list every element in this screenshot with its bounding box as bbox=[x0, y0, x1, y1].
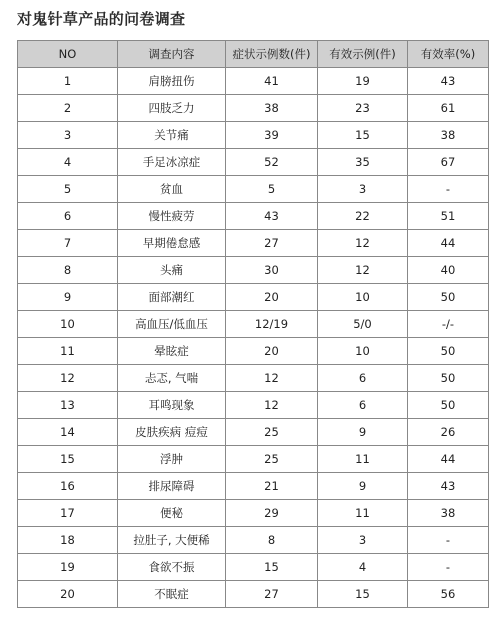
cell-effective-rate: 40 bbox=[408, 257, 489, 284]
cell-symptom-cases: 15 bbox=[226, 554, 318, 581]
cell-symptom-cases: 38 bbox=[226, 95, 318, 122]
cell-effective-cases: 6 bbox=[318, 365, 408, 392]
cell-symptom-cases: 41 bbox=[226, 68, 318, 95]
table-row bbox=[18, 581, 489, 608]
cell-effective-rate: - bbox=[408, 176, 489, 203]
cell-effective-cases: 35 bbox=[318, 149, 408, 176]
cell-symptom-cases: 5 bbox=[226, 176, 318, 203]
cell-survey-content: 贫血 bbox=[118, 176, 226, 203]
cell-symptom-cases: 39 bbox=[226, 122, 318, 149]
table-header bbox=[18, 41, 489, 68]
cell-survey-content: 四肢乏力 bbox=[118, 95, 226, 122]
cell-symptom-cases: 30 bbox=[226, 257, 318, 284]
cell-symptom-cases: 43 bbox=[226, 203, 318, 230]
cell-effective-rate: 67 bbox=[408, 149, 489, 176]
cell-effective-cases: 15 bbox=[318, 122, 408, 149]
cell-effective-rate: -/- bbox=[408, 311, 489, 338]
cell-no: 5 bbox=[18, 176, 118, 203]
cell-survey-content: 浮肿 bbox=[118, 446, 226, 473]
cell-survey-content: 排尿障碍 bbox=[118, 473, 226, 500]
cell-survey-content: 晕眩症 bbox=[118, 338, 226, 365]
table-row bbox=[18, 392, 489, 419]
cell-effective-rate: 26 bbox=[408, 419, 489, 446]
cell-survey-content: 忐忑, 气喘 bbox=[118, 365, 226, 392]
cell-effective-rate: 50 bbox=[408, 392, 489, 419]
table-row bbox=[18, 230, 489, 257]
cell-survey-content: 皮肤疾病 痘痘 bbox=[118, 419, 226, 446]
table-row bbox=[18, 122, 489, 149]
cell-no: 11 bbox=[18, 338, 118, 365]
table-row bbox=[18, 68, 489, 95]
cell-effective-cases: 6 bbox=[318, 392, 408, 419]
header-row bbox=[18, 41, 489, 68]
table-row bbox=[18, 176, 489, 203]
cell-effective-rate: 50 bbox=[408, 338, 489, 365]
cell-no: 15 bbox=[18, 446, 118, 473]
table-row bbox=[18, 203, 489, 230]
cell-effective-rate: 50 bbox=[408, 365, 489, 392]
cell-no: 9 bbox=[18, 284, 118, 311]
cell-symptom-cases: 21 bbox=[226, 473, 318, 500]
cell-survey-content: 便秘 bbox=[118, 500, 226, 527]
cell-survey-content: 肩膀扭伤 bbox=[118, 68, 226, 95]
cell-symptom-cases: 25 bbox=[226, 419, 318, 446]
cell-no: 20 bbox=[18, 581, 118, 608]
survey-table bbox=[17, 40, 489, 608]
table-row bbox=[18, 257, 489, 284]
cell-no: 16 bbox=[18, 473, 118, 500]
cell-no: 13 bbox=[18, 392, 118, 419]
cell-survey-content: 早期倦怠感 bbox=[118, 230, 226, 257]
table-row bbox=[18, 338, 489, 365]
table-row bbox=[18, 149, 489, 176]
cell-symptom-cases: 29 bbox=[226, 500, 318, 527]
cell-survey-content: 拉肚子, 大便稀 bbox=[118, 527, 226, 554]
cell-effective-rate: 38 bbox=[408, 500, 489, 527]
cell-effective-cases: 10 bbox=[318, 338, 408, 365]
table-row bbox=[18, 419, 489, 446]
cell-effective-rate: 43 bbox=[408, 473, 489, 500]
cell-effective-cases: 12 bbox=[318, 257, 408, 284]
cell-effective-cases: 5/0 bbox=[318, 311, 408, 338]
cell-effective-cases: 3 bbox=[318, 176, 408, 203]
cell-symptom-cases: 27 bbox=[226, 581, 318, 608]
cell-effective-cases: 9 bbox=[318, 419, 408, 446]
cell-effective-rate: - bbox=[408, 554, 489, 581]
header-effective-rate: 有效率(%) bbox=[408, 41, 489, 68]
table-row bbox=[18, 554, 489, 581]
cell-symptom-cases: 20 bbox=[226, 338, 318, 365]
cell-no: 7 bbox=[18, 230, 118, 257]
cell-no: 19 bbox=[18, 554, 118, 581]
header-symptom-cases: 症状示例数(件) bbox=[226, 41, 318, 68]
cell-effective-cases: 15 bbox=[318, 581, 408, 608]
cell-effective-cases: 11 bbox=[318, 446, 408, 473]
cell-symptom-cases: 12 bbox=[226, 392, 318, 419]
cell-no: 1 bbox=[18, 68, 118, 95]
cell-symptom-cases: 20 bbox=[226, 284, 318, 311]
cell-survey-content: 食欲不振 bbox=[118, 554, 226, 581]
cell-effective-rate: - bbox=[408, 527, 489, 554]
cell-effective-rate: 56 bbox=[408, 581, 489, 608]
cell-no: 10 bbox=[18, 311, 118, 338]
cell-effective-cases: 11 bbox=[318, 500, 408, 527]
cell-survey-content: 高血压/低血压 bbox=[118, 311, 226, 338]
cell-no: 17 bbox=[18, 500, 118, 527]
cell-effective-cases: 9 bbox=[318, 473, 408, 500]
cell-no: 6 bbox=[18, 203, 118, 230]
cell-effective-rate: 61 bbox=[408, 95, 489, 122]
cell-no: 18 bbox=[18, 527, 118, 554]
cell-no: 8 bbox=[18, 257, 118, 284]
cell-survey-content: 手足冰凉症 bbox=[118, 149, 226, 176]
cell-effective-rate: 44 bbox=[408, 446, 489, 473]
cell-effective-cases: 12 bbox=[318, 230, 408, 257]
header-survey-content: 调查内容 bbox=[118, 41, 226, 68]
cell-symptom-cases: 25 bbox=[226, 446, 318, 473]
cell-survey-content: 关节痛 bbox=[118, 122, 226, 149]
cell-effective-cases: 10 bbox=[318, 284, 408, 311]
table-body bbox=[18, 68, 489, 608]
cell-effective-rate: 51 bbox=[408, 203, 489, 230]
table-row bbox=[18, 365, 489, 392]
cell-effective-rate: 44 bbox=[408, 230, 489, 257]
cell-no: 12 bbox=[18, 365, 118, 392]
cell-survey-content: 面部潮红 bbox=[118, 284, 226, 311]
cell-symptom-cases: 52 bbox=[226, 149, 318, 176]
document-title: 对鬼针草产品的问卷调查 bbox=[17, 10, 186, 28]
cell-survey-content: 头痛 bbox=[118, 257, 226, 284]
cell-survey-content: 慢性疲劳 bbox=[118, 203, 226, 230]
cell-survey-content: 不眠症 bbox=[118, 581, 226, 608]
table-row bbox=[18, 95, 489, 122]
cell-effective-cases: 4 bbox=[318, 554, 408, 581]
cell-symptom-cases: 27 bbox=[226, 230, 318, 257]
cell-no: 4 bbox=[18, 149, 118, 176]
cell-effective-rate: 43 bbox=[408, 68, 489, 95]
table-row bbox=[18, 500, 489, 527]
cell-effective-cases: 22 bbox=[318, 203, 408, 230]
cell-effective-rate: 50 bbox=[408, 284, 489, 311]
cell-effective-rate: 38 bbox=[408, 122, 489, 149]
cell-no: 14 bbox=[18, 419, 118, 446]
cell-no: 2 bbox=[18, 95, 118, 122]
table-row bbox=[18, 284, 489, 311]
table-row bbox=[18, 446, 489, 473]
cell-no: 3 bbox=[18, 122, 118, 149]
cell-effective-cases: 19 bbox=[318, 68, 408, 95]
cell-effective-cases: 23 bbox=[318, 95, 408, 122]
cell-symptom-cases: 8 bbox=[226, 527, 318, 554]
cell-survey-content: 耳鸣现象 bbox=[118, 392, 226, 419]
table-row bbox=[18, 473, 489, 500]
header-effective-cases: 有效示例(件) bbox=[318, 41, 408, 68]
table-row bbox=[18, 527, 489, 554]
table-row bbox=[18, 311, 489, 338]
cell-symptom-cases: 12/19 bbox=[226, 311, 318, 338]
cell-effective-cases: 3 bbox=[318, 527, 408, 554]
header-no: NO bbox=[18, 41, 118, 68]
cell-symptom-cases: 12 bbox=[226, 365, 318, 392]
